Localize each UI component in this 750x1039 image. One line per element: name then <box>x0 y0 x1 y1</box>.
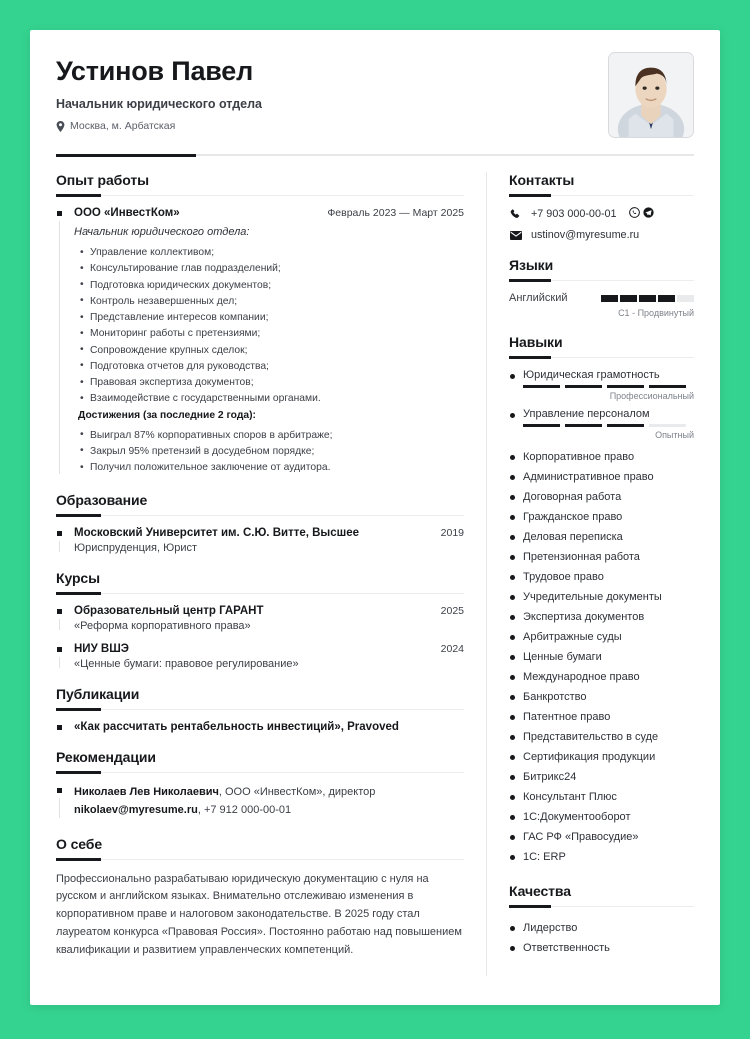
publication-item <box>56 721 464 733</box>
language-level-label: C1 - Продвинутый <box>618 308 694 318</box>
whatsapp-icon[interactable] <box>629 207 640 221</box>
section-heading: Курсы <box>56 570 100 587</box>
skill-level-bar <box>523 424 694 427</box>
bar-segment <box>601 295 618 302</box>
section-rule <box>56 515 464 516</box>
course-provider: НИУ ВШЭ <box>74 643 129 656</box>
recommendation-item <box>56 784 464 819</box>
duty-item: • Управление коллективом; <box>74 245 464 261</box>
qualities-list <box>509 918 694 958</box>
resume-body <box>56 172 694 976</box>
skill-list-item: Битрикс24 <box>509 767 694 787</box>
recommender-phone: , +7 912 000-00-01 <box>197 804 292 817</box>
course-item-head <box>74 605 464 617</box>
skill-name: Управление персоналом <box>509 408 694 420</box>
achievement-item: • Выиграл 87% корпоративных споров в арбитраже; <box>74 428 464 444</box>
section-experience <box>56 172 464 476</box>
recommender-name: Николаев Лев Николаевич <box>74 786 219 799</box>
course-detail: «Ценные бумаги: правовое регулирование» <box>74 658 299 671</box>
duty-item: • Взаимодействие с государственными органами. <box>74 391 464 407</box>
education-item-head <box>74 527 464 539</box>
duty-item: • Правовая экспертиза документов; <box>74 375 464 391</box>
skill-list-item: Корпоративное право <box>509 447 694 467</box>
avatar <box>608 52 694 138</box>
recommendation-person-line <box>74 784 464 802</box>
right-column <box>486 172 694 976</box>
section-courses <box>56 570 464 670</box>
skill-list-item: Претензионная работа <box>509 547 694 567</box>
resume-header <box>56 52 694 138</box>
language-level-bar <box>601 295 694 302</box>
course-year: 2025 <box>440 605 464 618</box>
section-languages <box>509 257 694 318</box>
skill-list-item: Деловая переписка <box>509 527 694 547</box>
resume-page <box>30 30 720 1005</box>
recommender-company: , ООО «ИнвестКом», директор <box>218 786 376 799</box>
section-rule <box>56 709 464 710</box>
skill-list-item: Экспертиза документов <box>509 607 694 627</box>
bar-segment <box>523 424 560 427</box>
duty-item: • Сопровождение крупных сделок; <box>74 343 464 359</box>
language-item <box>509 292 694 304</box>
education-detail: Юриспруденция, Юрист <box>74 542 197 555</box>
language-name: Английский <box>509 292 568 304</box>
section-heading: Публикации <box>56 686 140 703</box>
quality-list-item: Ответственность <box>509 938 694 958</box>
publication-title: «Как рассчитать рентабельность инвестиций», Pravoved <box>74 721 399 734</box>
page-title: Устинов Павел <box>56 56 254 86</box>
phone-icon <box>509 209 522 220</box>
email-address: ustinov@myresume.ru <box>531 229 640 241</box>
skill-list-item: Патентное право <box>509 707 694 727</box>
section-publications <box>56 686 464 733</box>
section-education <box>56 492 464 554</box>
bar-segment <box>565 424 602 427</box>
header-identity <box>56 52 262 132</box>
duty-item: • Мониторинг работы с претензиями; <box>74 326 464 342</box>
duty-item: • Контроль незавершенных дел; <box>74 294 464 310</box>
achievements-heading: Достижения (за последние 2 года): <box>78 409 256 421</box>
course-year: 2024 <box>440 643 464 656</box>
section-rule <box>56 859 464 860</box>
skill-level-bar <box>523 385 694 388</box>
section-heading: Рекомендации <box>56 749 156 766</box>
skill-list-item: Арбитражные суды <box>509 627 694 647</box>
skills-list <box>509 447 694 867</box>
section-rule <box>509 906 694 907</box>
bar-segment <box>677 295 694 302</box>
skill-list-item: Учредительные документы <box>509 587 694 607</box>
contact-email-row[interactable] <box>509 229 694 241</box>
quality-list-item: Лидерство <box>509 918 694 938</box>
section-rule <box>56 195 464 196</box>
skill-list-item: Международное право <box>509 667 694 687</box>
skill-list-item: Консультант Плюс <box>509 787 694 807</box>
section-rule <box>509 357 694 358</box>
section-heading: Навыки <box>509 334 563 350</box>
skill-level-label: Профессиональный <box>609 391 694 401</box>
location-text: Москва, м. Арбатская <box>70 120 176 133</box>
section-rule <box>56 772 464 773</box>
bar-segment <box>649 385 686 388</box>
experience-item-head <box>74 207 464 219</box>
experience-item <box>56 207 464 476</box>
bar-segment <box>639 295 656 302</box>
skill-list-item: 1С:Документооборот <box>509 807 694 827</box>
job-title: Начальник юридического отдела <box>56 97 263 112</box>
bar-segment <box>658 295 675 302</box>
header-divider <box>56 154 694 156</box>
bar-segment <box>565 385 602 388</box>
achievement-item: • Закрыл 95% претензий в досудебном порядке; <box>74 444 464 460</box>
course-item <box>56 643 464 670</box>
company-name: ООО «ИнвестКом» <box>74 207 180 219</box>
section-qualities <box>509 883 694 958</box>
skill-list-item: Ценные бумаги <box>509 647 694 667</box>
duties-list <box>74 245 464 408</box>
skill-list-item: Представительство в суде <box>509 727 694 747</box>
skill-list-item: Договорная работа <box>509 487 694 507</box>
skill-list-item: Сертификация продукции <box>509 747 694 767</box>
skill-name: Юридическая грамотность <box>509 369 694 381</box>
rated-skill-item <box>509 369 694 401</box>
phone-number: +7 903 000-00-01 <box>531 208 617 220</box>
section-heading: Качества <box>509 883 571 900</box>
section-heading: Образование <box>56 492 148 509</box>
skill-list-item: Банкротство <box>509 687 694 707</box>
bar-segment <box>523 385 560 388</box>
section-heading: О себе <box>56 835 103 852</box>
section-skills <box>509 334 694 867</box>
skill-list-item: Трудовое право <box>509 567 694 587</box>
course-detail: «Реформа корпоративного права» <box>74 620 251 633</box>
education-item <box>56 527 464 554</box>
skill-list-item: Гражданское право <box>509 507 694 527</box>
course-item <box>56 605 464 632</box>
section-heading: Языки <box>509 257 554 273</box>
rated-skill-item <box>509 408 694 440</box>
bar-segment <box>620 295 637 302</box>
section-rule <box>509 195 694 196</box>
position-title: Начальник юридического отдела: <box>74 226 250 238</box>
contact-phone-row[interactable] <box>509 207 694 221</box>
duty-item: • Консультирование глав подразделений; <box>74 261 464 277</box>
section-contacts <box>509 172 694 241</box>
skill-list-item: Административное право <box>509 467 694 487</box>
duty-item: • Представление интересов компании; <box>74 310 464 326</box>
recommendation-contact-line <box>74 802 464 820</box>
section-about <box>56 836 464 960</box>
course-item-head <box>74 643 464 655</box>
section-recommendations <box>56 749 464 819</box>
achievement-item: • Получил положительное заключение от аудитора. <box>74 460 464 476</box>
section-heading: Опыт работы <box>56 172 149 188</box>
achievements-list <box>74 428 464 477</box>
skill-list-item: 1С: ERP <box>509 847 694 867</box>
about-text: Профессионально разрабатываю юридическую документацию с нуля на русском и английском языках. Внимательно отслеживаю изменения в корпоративном праве и налоговом законодательстве. В 2025 году стал лауреатом конкурса «Правовая Россия». Постоянно работаю над повышением квалификации и развитием управленческих компетенций. <box>56 872 462 956</box>
envelope-icon <box>509 231 522 240</box>
section-rule <box>509 280 694 281</box>
duty-item: • Подготовка отчетов для руководства; <box>74 359 464 375</box>
bar-segment <box>607 385 644 388</box>
recommender-email[interactable]: nikolaev@myresume.ru <box>74 804 198 817</box>
messenger-icons <box>629 207 654 221</box>
course-provider: Образовательный центр ГАРАНТ <box>74 605 264 618</box>
bar-segment <box>649 424 686 427</box>
institution-name: Московский Университет им. С.Ю. Витте, Высшее <box>74 527 360 540</box>
employment-dates: Февраль 2023 — Март 2025 <box>327 207 464 219</box>
location-row <box>56 120 262 132</box>
bar-segment <box>607 424 644 427</box>
telegram-icon[interactable] <box>643 207 654 221</box>
section-rule <box>56 593 464 594</box>
duty-item: • Подготовка юридических документов; <box>74 278 464 294</box>
skill-list-item: ГАС РФ «Правосудие» <box>509 827 694 847</box>
education-year: 2019 <box>440 527 464 540</box>
left-column <box>56 172 486 976</box>
location-pin-icon <box>56 121 65 132</box>
skill-level-label: Опытный <box>655 430 694 440</box>
section-heading: Контакты <box>509 172 575 188</box>
